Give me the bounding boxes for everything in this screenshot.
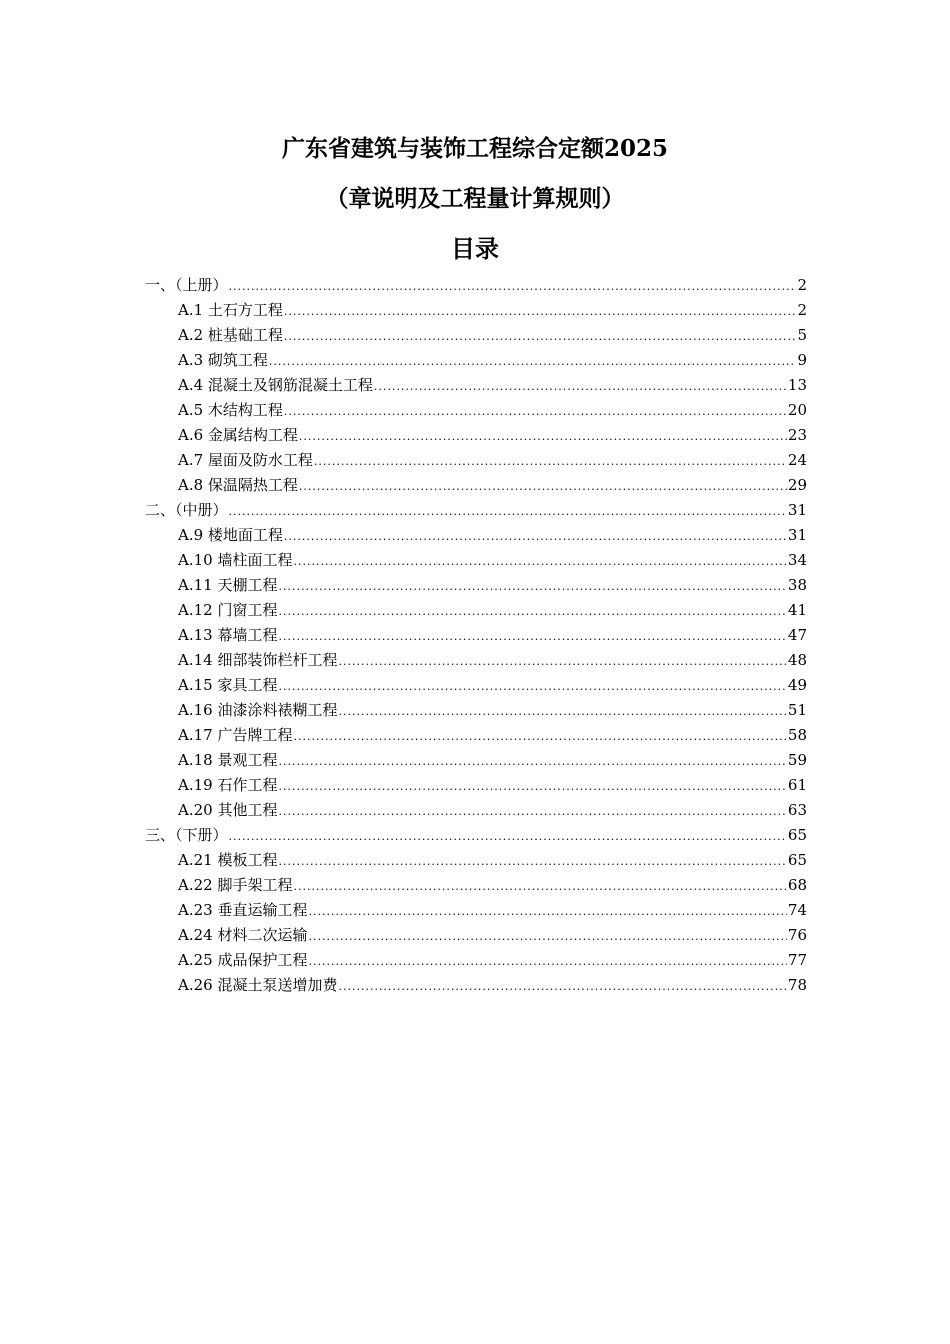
toc-dot-leader [338,649,786,674]
toc-entry-label: A.24 材料二次运输 [178,926,308,944]
toc-entry-label: A.14 细部装饰栏杆工程 [178,651,338,669]
toc-chapter-entry[interactable] [145,548,807,573]
toc-entry-label: A.9 楼地面工程 [178,526,283,544]
toc-page-number: 31 [787,526,807,544]
toc-dot-leader [284,524,787,549]
toc-entry-label: 一、（上册） [145,276,228,294]
toc-page-number: 76 [787,926,807,944]
toc-page-number: 5 [797,326,807,344]
toc-entry-label: A.3 砌筑工程 [178,351,268,369]
toc-entry-label: A.20 其他工程 [178,801,278,819]
toc-entry-label: A.1 土石方工程 [178,301,283,319]
table-of-contents [145,273,807,998]
toc-dot-leader [269,349,797,374]
toc-page-number: 13 [787,376,807,394]
toc-dot-leader [308,949,786,974]
toc-dot-leader [293,724,786,749]
toc-page-number: 59 [787,751,807,769]
toc-chapter-entry[interactable] [145,448,807,473]
toc-page-number: 51 [787,701,807,719]
toc-dot-leader [284,399,787,424]
document-subtitle: （章说明及工程量计算规则） [325,185,625,212]
toc-entry-label: A.17 广告牌工程 [178,726,293,744]
toc-page-number: 24 [787,451,807,469]
toc-chapter-entry[interactable] [145,723,807,748]
toc-entry-label: A.4 混凝土及钢筋混凝土工程 [178,376,373,394]
toc-volume-entry[interactable] [145,498,807,523]
toc-entry-label: A.2 桩基础工程 [178,326,283,344]
toc-chapter-entry[interactable] [145,323,807,348]
toc-entry-label: 三、（下册） [145,826,228,844]
toc-entry-label: A.21 模板工程 [178,851,278,869]
toc-chapter-entry[interactable] [145,923,807,948]
toc-chapter-entry[interactable] [145,698,807,723]
toc-dot-leader [278,599,786,624]
toc-dot-leader [308,899,786,924]
toc-chapter-entry[interactable] [145,473,807,498]
toc-page-number: 31 [787,501,807,519]
toc-page-number: 63 [787,801,807,819]
toc-entry-label: A.16 油漆涂料裱糊工程 [178,701,338,719]
toc-page-number: 65 [787,851,807,869]
toc-chapter-entry[interactable] [145,423,807,448]
toc-page-number: 2 [797,276,807,294]
toc-dot-leader [293,549,786,574]
toc-dot-leader [338,699,786,724]
toc-dot-leader [278,849,786,874]
toc-dot-leader [278,774,786,799]
toc-page-number: 47 [787,626,807,644]
toc-chapter-entry[interactable] [145,848,807,873]
toc-chapter-entry[interactable] [145,798,807,823]
document-title: 广东省建筑与装饰工程综合定额2025 [281,135,668,162]
toc-page-number: 77 [787,951,807,969]
toc-page-number: 41 [787,601,807,619]
toc-page-number: 68 [787,876,807,894]
toc-chapter-entry[interactable] [145,623,807,648]
toc-chapter-entry[interactable] [145,898,807,923]
toc-entry-label: A.15 家具工程 [178,676,278,694]
toc-volume-entry[interactable] [145,273,807,298]
toc-page-number: 65 [787,826,807,844]
toc-page-number: 49 [787,676,807,694]
toc-chapter-entry[interactable] [145,773,807,798]
toc-page-number: 29 [787,476,807,494]
toc-entry-label: A.10 墙柱面工程 [178,551,293,569]
toc-dot-leader [278,574,786,599]
toc-page-number: 38 [787,576,807,594]
toc-dot-leader [278,674,786,699]
toc-chapter-entry[interactable] [145,948,807,973]
toc-chapter-entry[interactable] [145,648,807,673]
toc-page-number: 61 [787,776,807,794]
toc-entry-label: A.11 天棚工程 [178,576,278,594]
toc-entry-label: A.23 垂直运输工程 [178,901,308,919]
toc-dot-leader [374,374,787,399]
toc-chapter-entry[interactable] [145,673,807,698]
toc-page-number: 20 [787,401,807,419]
toc-page-number: 9 [797,351,807,369]
toc-dot-leader [308,924,786,949]
toc-entry-label: A.8 保温隔热工程 [178,476,298,494]
toc-entry-label: A.22 脚手架工程 [178,876,293,894]
toc-dot-leader [278,799,786,824]
toc-page-number: 34 [787,551,807,569]
toc-dot-leader [229,274,797,299]
toc-entry-label: A.25 成品保护工程 [178,951,308,969]
toc-chapter-entry[interactable] [145,973,807,998]
toc-entry-label: A.26 混凝土泵送增加费 [178,976,338,994]
toc-dot-leader [314,449,787,474]
toc-entry-label: A.19 石作工程 [178,776,278,794]
toc-dot-leader [299,424,787,449]
toc-chapter-entry[interactable] [145,373,807,398]
toc-dot-leader [278,749,786,774]
toc-dot-leader [278,624,786,649]
toc-chapter-entry[interactable] [145,748,807,773]
toc-page-number: 2 [797,301,807,319]
toc-dot-leader [293,874,786,899]
toc-page-number: 74 [787,901,807,919]
toc-chapter-entry[interactable] [145,398,807,423]
toc-entry-label: A.18 景观工程 [178,751,278,769]
toc-chapter-entry[interactable] [145,573,807,598]
toc-dot-leader [284,324,797,349]
toc-entry-label: A.13 幕墙工程 [178,626,278,644]
toc-chapter-entry[interactable] [145,348,807,373]
toc-entry-label: A.12 门窗工程 [178,601,278,619]
toc-chapter-entry[interactable] [145,298,807,323]
toc-entry-label: 二、（中册） [145,501,228,519]
toc-heading: 目录 [451,234,499,263]
toc-dot-leader [229,499,787,524]
toc-entry-label: A.5 木结构工程 [178,401,283,419]
toc-page-number: 58 [787,726,807,744]
toc-page-number: 48 [787,651,807,669]
toc-entry-label: A.7 屋面及防水工程 [178,451,313,469]
toc-chapter-entry[interactable] [145,598,807,623]
toc-dot-leader [299,474,787,499]
toc-entry-label: A.6 金属结构工程 [178,426,298,444]
toc-page-number: 78 [787,976,807,994]
toc-chapter-entry[interactable] [145,523,807,548]
toc-dot-leader [338,974,786,999]
toc-dot-leader [229,824,787,849]
toc-volume-entry[interactable] [145,823,807,848]
toc-page-number: 23 [787,426,807,444]
toc-chapter-entry[interactable] [145,873,807,898]
toc-dot-leader [284,299,797,324]
